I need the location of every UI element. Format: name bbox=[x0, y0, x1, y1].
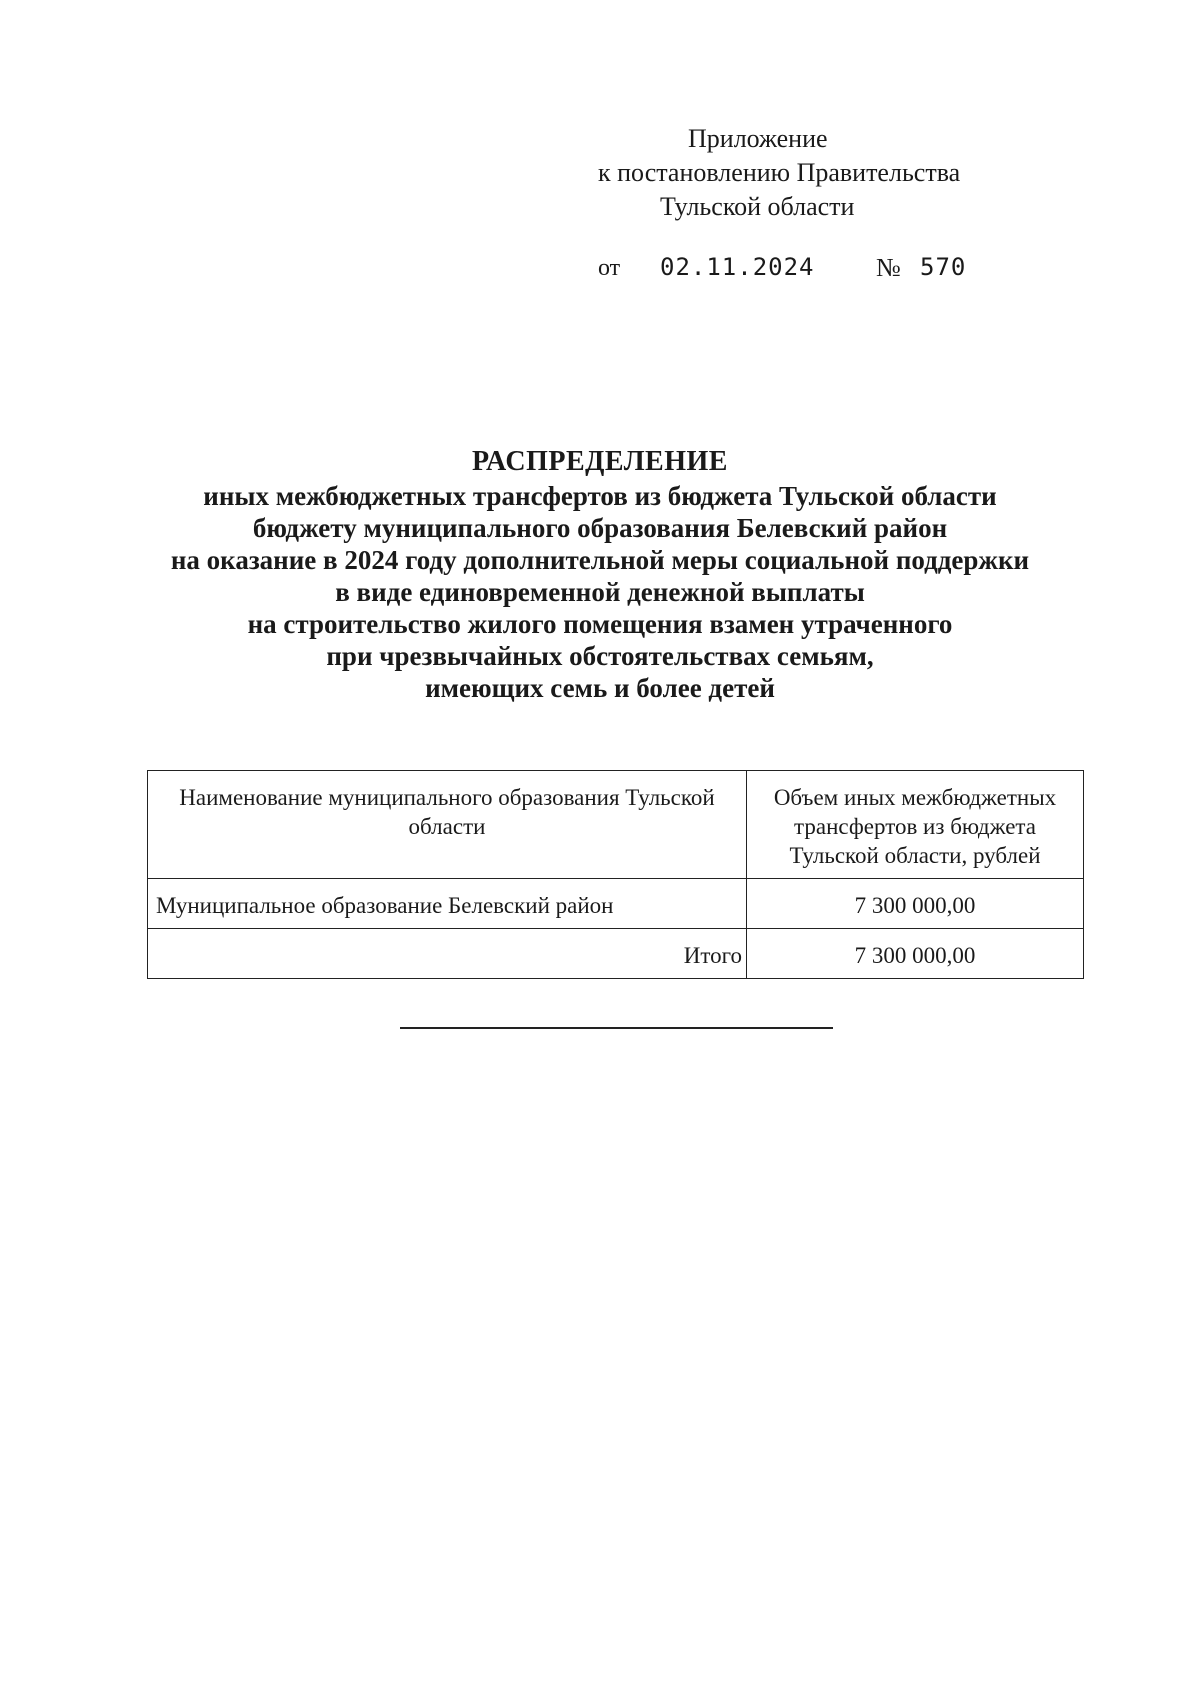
appendix-line: Приложение bbox=[688, 124, 828, 153]
header-municipality: Наименование муниципального образования Тульской области bbox=[148, 771, 747, 879]
resolution-date-number bbox=[598, 253, 1018, 287]
title-line: бюджету муниципального образования Белевский район bbox=[252, 513, 948, 543]
municipality-name: Муниципальное образование Белевский район bbox=[148, 879, 747, 929]
title-heading: РАСПРЕДЕЛЕНИЕ bbox=[472, 446, 728, 477]
appendix-caption bbox=[560, 122, 1020, 224]
total-label: Итого bbox=[148, 929, 747, 979]
table-header-row bbox=[148, 771, 1084, 879]
title-line: на оказание в 2024 году дополнительной меры социальной поддержки bbox=[170, 545, 1030, 575]
total-amount: 7 300 000,00 bbox=[747, 929, 1084, 979]
title-line: в виде единовременной денежной выплаты bbox=[335, 577, 865, 607]
transfer-amount: 7 300 000,00 bbox=[747, 879, 1084, 929]
document-title bbox=[110, 446, 1090, 704]
title-line: при чрезвычайных обстоятельствах семьям, bbox=[326, 641, 874, 671]
end-divider bbox=[400, 1027, 833, 1029]
table-row bbox=[148, 879, 1084, 929]
appendix-line: Тульской области bbox=[660, 192, 855, 221]
header-amount: Объем иных межбюджетных трансфертов из бюджета Тульской области, рублей bbox=[747, 771, 1084, 879]
distribution-table bbox=[147, 770, 1084, 979]
title-line: имеющих семь и более детей bbox=[425, 673, 775, 703]
date-from-label: от bbox=[598, 255, 621, 281]
resolution-date: 02.11.2024 bbox=[660, 253, 815, 281]
number-sign: № bbox=[876, 253, 901, 282]
appendix-line: к постановлению Правительства bbox=[598, 158, 961, 187]
title-line: на строительство жилого помещения взамен утраченного bbox=[247, 609, 953, 639]
title-line: иных межбюджетных трансфертов из бюджета Тульской области bbox=[203, 481, 997, 511]
resolution-number: 570 bbox=[920, 253, 967, 281]
total-row bbox=[148, 929, 1084, 979]
